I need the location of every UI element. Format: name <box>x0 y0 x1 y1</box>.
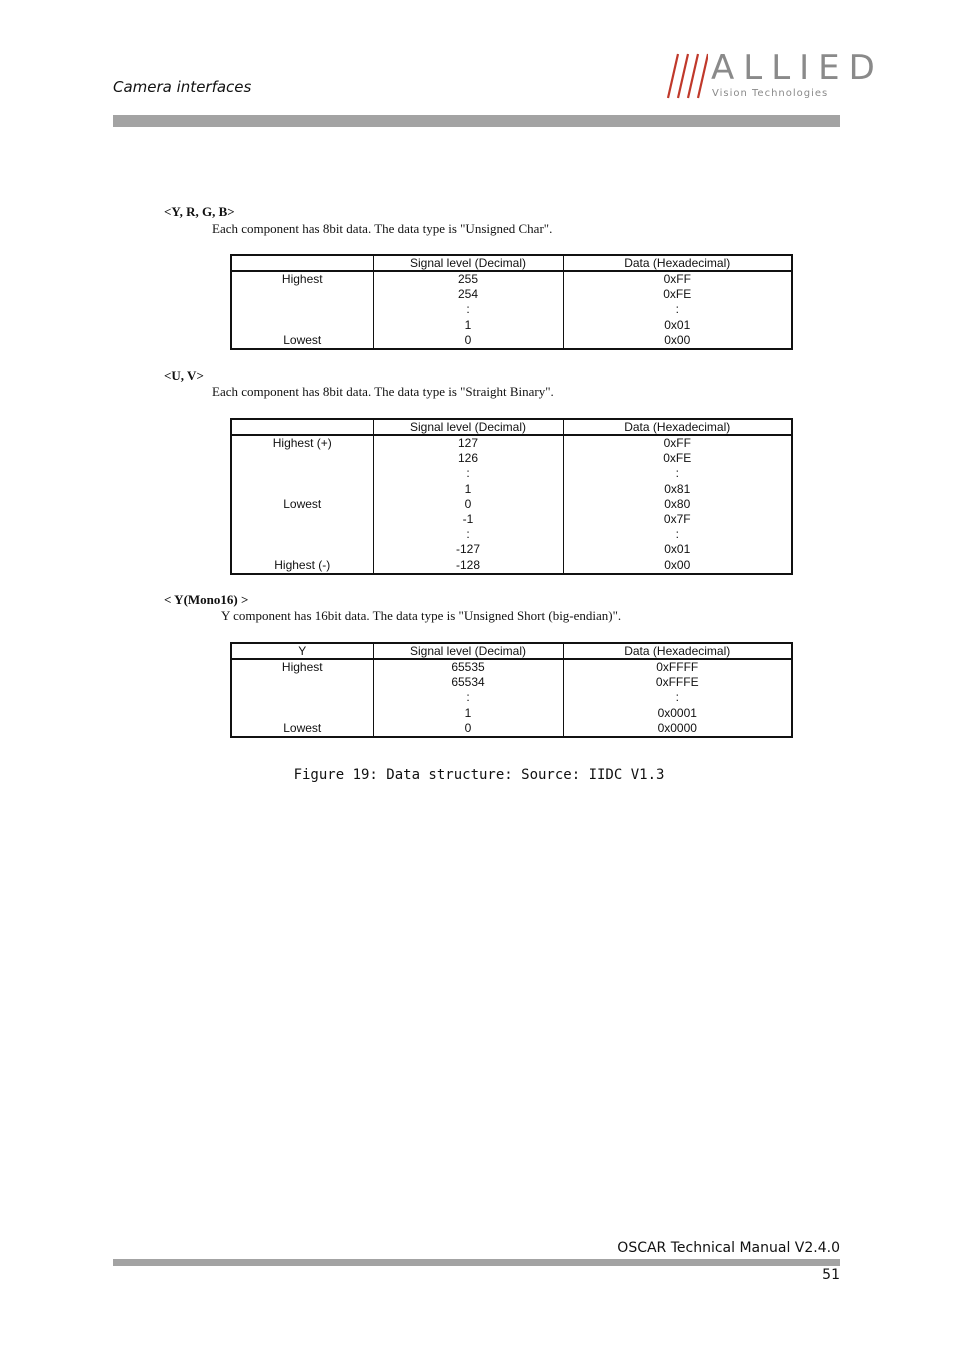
yrgb-header-0 <box>231 255 373 271</box>
mono16-table <box>230 642 793 738</box>
uv-decimal: 126 <box>457 451 479 466</box>
mono16-label <box>232 675 373 690</box>
mono16-hex-column <box>563 659 792 737</box>
yrgb-decimal: 255 <box>457 272 479 286</box>
mono16-label: Lowest <box>283 720 322 735</box>
yrgb-label: Lowest <box>283 332 322 347</box>
uv-hex: 0x80 <box>664 496 691 511</box>
yrgb-description: Each component has 8bit data. The data type is "Unsigned Char". <box>212 221 553 236</box>
uv-hex: 0xFE <box>663 451 692 466</box>
uv-table <box>230 418 793 575</box>
mono16-hex: 0x0000 <box>657 720 697 735</box>
yrgb-decimal: : <box>466 302 470 317</box>
mono16-title: < Y(Mono16) > <box>164 592 249 607</box>
mono16-decimal: 65534 <box>451 675 485 690</box>
mono16-header-1: Signal level (Decimal) <box>373 643 563 659</box>
uv-decimal: -1 <box>462 511 474 526</box>
uv-description: Each component has 8bit data. The data type is "Straight Binary". <box>212 384 554 399</box>
yrgb-hex: 0x01 <box>664 317 691 332</box>
uv-label: Highest (-) <box>274 557 331 572</box>
mono16-decimal: 65535 <box>451 660 485 674</box>
uv-header-0 <box>231 419 373 435</box>
mono16-hex: 0xFFFE <box>655 675 699 690</box>
mono16-description: Y component has 16bit data. The data type is "Unsigned Short (big-endian)". <box>221 608 622 623</box>
logo-wordmark: ALLIED <box>711 48 884 88</box>
uv-header-2: Data (Hexadecimal) <box>563 419 792 435</box>
yrgb-label <box>232 302 373 317</box>
uv-label <box>232 466 373 481</box>
logo-slashes-icon <box>664 52 708 100</box>
uv-hex-column <box>563 435 792 574</box>
uv-label: Highest (+) <box>272 436 332 450</box>
uv-decimal: 1 <box>464 481 472 496</box>
yrgb-hex-column <box>563 271 792 349</box>
mono16-header-0: Y <box>231 643 373 659</box>
yrgb-label <box>232 318 373 333</box>
mono16-hex: 0xFFFF <box>656 660 699 674</box>
mono16-hex: 0x0001 <box>657 705 697 720</box>
uv-label <box>232 482 373 497</box>
uv-hex: : <box>675 527 679 542</box>
yrgb-decimal: 0 <box>464 332 472 347</box>
yrgb-decimal-column <box>373 271 563 349</box>
yrgb-hex: 0xFE <box>663 287 692 302</box>
uv-decimal-column <box>373 435 563 574</box>
uv-label <box>232 542 373 557</box>
yrgb-hex: : <box>675 302 679 317</box>
uv-hex: 0x00 <box>664 557 691 572</box>
uv-decimal: 127 <box>457 436 479 450</box>
yrgb-label <box>232 287 373 302</box>
manual-title: OSCAR Technical Manual V2.4.0 <box>617 1240 840 1256</box>
yrgb-hex: 0xFF <box>663 272 691 286</box>
mono16-label: Highest <box>281 660 323 674</box>
yrgb-label: Highest <box>281 272 323 286</box>
uv-decimal: -127 <box>455 542 481 557</box>
uv-decimal: -128 <box>455 557 481 572</box>
uv-title: <U, V> <box>164 368 204 383</box>
header-divider <box>113 115 840 127</box>
uv-label <box>232 451 373 466</box>
logo-tagline: Vision Technologies <box>712 88 829 99</box>
uv-hex: 0x7F <box>663 511 691 526</box>
footer-divider <box>113 1259 840 1266</box>
allied-logo <box>664 48 884 102</box>
running-head: Camera interfaces <box>113 78 252 96</box>
mono16-header-2: Data (Hexadecimal) <box>563 643 792 659</box>
uv-hex: 0xFF <box>663 436 691 450</box>
yrgb-decimal: 254 <box>457 287 479 302</box>
mono16-decimal: 1 <box>464 705 472 720</box>
uv-hex: 0x81 <box>664 481 691 496</box>
yrgb-decimal: 1 <box>464 317 472 332</box>
uv-label-column <box>231 435 373 574</box>
mono16-hex: : <box>675 690 679 705</box>
uv-hex: 0x01 <box>664 542 691 557</box>
uv-decimal: 0 <box>464 496 472 511</box>
figure-caption-text: Figure 19: Data structure: Source: IIDC V1.3 <box>293 767 665 783</box>
uv-label: Lowest <box>283 496 322 511</box>
yrgb-header-2: Data (Hexadecimal) <box>563 255 792 271</box>
figure-caption <box>0 767 954 783</box>
yrgb-title: <Y, R, G, B> <box>164 204 235 219</box>
mono16-decimal: : <box>466 690 470 705</box>
mono16-label <box>232 690 373 705</box>
yrgb-header-1: Signal level (Decimal) <box>373 255 563 271</box>
yrgb-label-column <box>231 271 373 349</box>
uv-decimal: : <box>466 527 470 542</box>
yrgb-table <box>230 254 793 350</box>
uv-label <box>232 527 373 542</box>
mono16-decimal-column <box>373 659 563 737</box>
mono16-label-column <box>231 659 373 737</box>
mono16-label <box>232 706 373 721</box>
mono16-decimal: 0 <box>464 720 472 735</box>
yrgb-hex: 0x00 <box>664 332 691 347</box>
uv-header-1: Signal level (Decimal) <box>373 419 563 435</box>
uv-hex: : <box>675 466 679 481</box>
uv-decimal: : <box>466 466 470 481</box>
page-number: 51 <box>822 1267 840 1283</box>
uv-label <box>232 512 373 527</box>
